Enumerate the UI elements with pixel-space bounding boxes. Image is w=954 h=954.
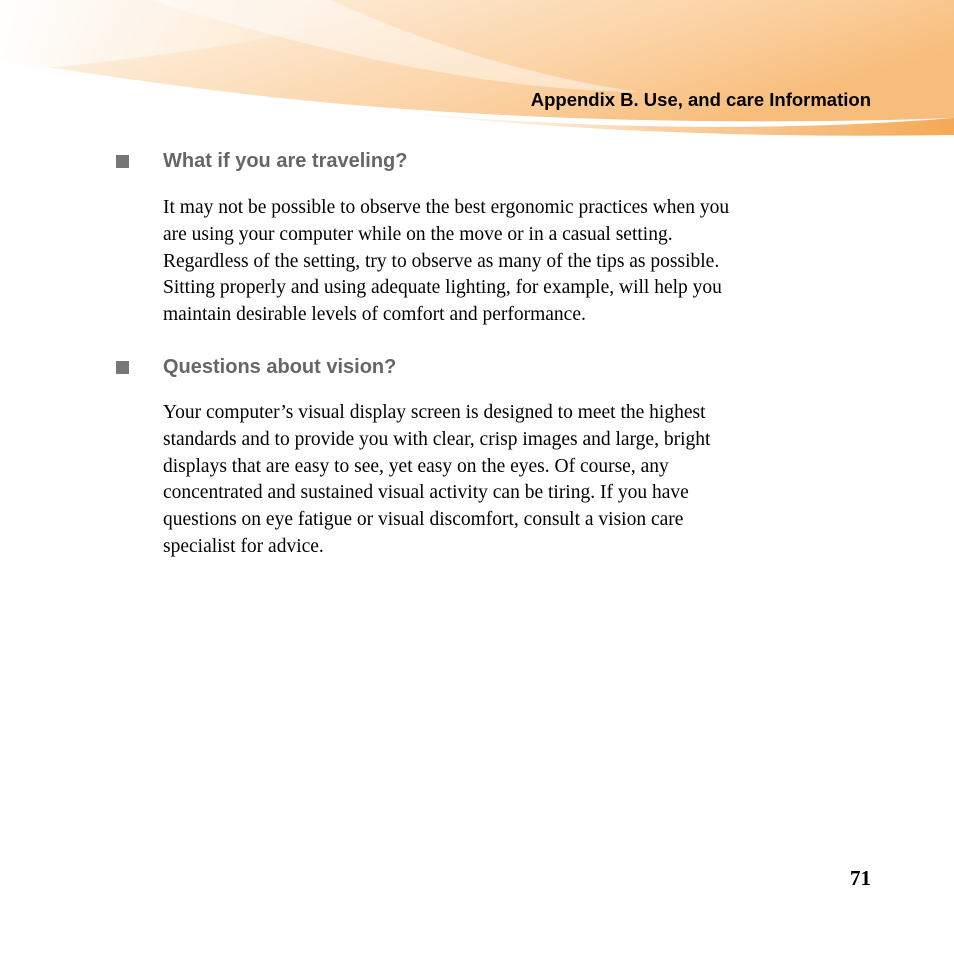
text-line: Sitting properly and using adequate lighting, for example, will help you [163, 277, 722, 299]
text-line: displays that are easy to see, yet easy on the eyes. Of course, any [163, 455, 669, 477]
header-decorative-band [0, 0, 954, 140]
section-heading-traveling [116, 150, 407, 173]
text-line: maintain desirable levels of comfort and performance. [163, 304, 586, 326]
section-body-traveling [163, 195, 863, 329]
text-line: It may not be possible to observe the best ergonomic practices when you [163, 197, 730, 218]
text-line: specialist for advice. [163, 535, 324, 557]
section-heading-text: Questions about vision? [163, 356, 397, 378]
text-line: questions on eye fatigue or visual discomfort, consult a vision care [163, 509, 684, 531]
square-bullet-icon [116, 155, 129, 168]
text-line: Your computer’s visual display screen is designed to meet the highest [163, 402, 706, 423]
section-heading-text: What if you are traveling? [163, 150, 408, 172]
text-line: are using your computer while on the move or in a casual setting. [163, 223, 673, 245]
page-number: 71 [850, 866, 871, 890]
text-line: standards and to provide you with clear, crisp images and large, bright [163, 428, 711, 450]
section-body-vision [163, 400, 863, 561]
text-line: concentrated and sustained visual activity can be tiring. If you have [163, 482, 689, 504]
square-bullet-icon [116, 361, 129, 374]
running-header-title: Appendix B. Use, and care Information [530, 89, 871, 110]
section-heading-vision [116, 356, 396, 379]
text-line: Regardless of the setting, try to observe as many of the tips as possible. [163, 250, 720, 272]
